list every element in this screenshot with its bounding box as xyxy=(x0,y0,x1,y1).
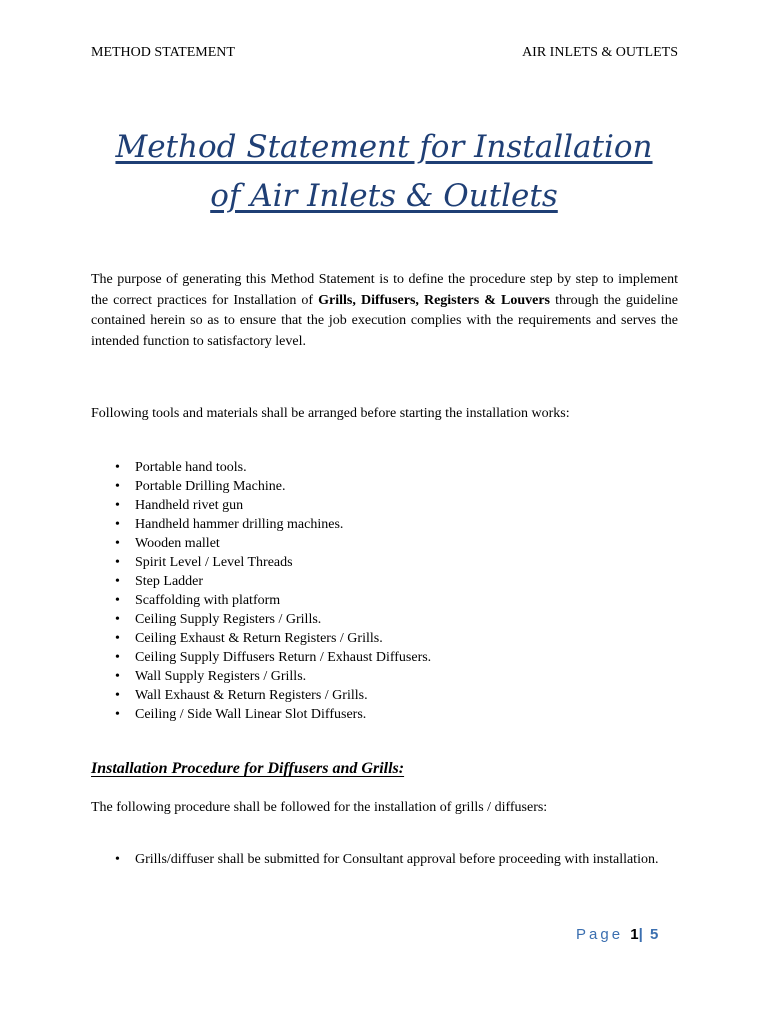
list-item: • Grills/diffuser shall be submitted for Consultant approval before proceeding with installation. xyxy=(91,851,678,869)
page-number: 1 xyxy=(630,926,639,943)
intro-text-2: through the guideline contained herein so as to ensure that the job execution complies with the requirements and serves the intended function to satisfactory level. xyxy=(91,292,678,349)
tools-intro-paragraph: Following tools and materials shall be arranged before starting the installation works: xyxy=(91,406,570,421)
list-item: • Portable Drilling Machine. xyxy=(91,477,678,496)
tools-list xyxy=(91,458,678,724)
page-header xyxy=(91,45,678,61)
list-item: • Ceiling / Side Wall Linear Slot Diffusers. xyxy=(91,705,678,724)
page-number-footer xyxy=(576,926,658,943)
header-left: METHOD STATEMENT xyxy=(91,45,235,60)
intro-bold-items: Grills, Diffusers, Registers & Louvers xyxy=(318,292,550,308)
list-item: • Wooden mallet xyxy=(91,534,678,553)
procedure-steps-list xyxy=(91,851,678,869)
title-line-1: Method Statement for Installation xyxy=(115,129,653,165)
header-right: AIR INLETS & OUTLETS xyxy=(522,45,678,60)
page-separator: | xyxy=(638,926,643,943)
list-item: • Ceiling Exhaust & Return Registers / Grills. xyxy=(91,629,678,648)
list-item: • Ceiling Supply Registers / Grills. xyxy=(91,610,678,629)
list-item: • Spirit Level / Level Threads xyxy=(91,553,678,572)
list-item: • Step Ladder xyxy=(91,572,678,591)
page-label: Page xyxy=(576,926,624,943)
page-total: 5 xyxy=(649,926,659,943)
list-item: • Handheld rivet gun xyxy=(91,496,678,515)
list-item: • Portable hand tools. xyxy=(91,458,678,477)
document-title xyxy=(60,123,708,221)
list-item: • Ceiling Supply Diffusers Return / Exhaust Diffusers. xyxy=(91,648,678,667)
list-item: • Scaffolding with platform xyxy=(91,591,678,610)
intro-text-1: The purpose of generating this Method Statement is to define the procedure step by step to implement the correct practices for Installation of xyxy=(91,272,678,308)
procedure-intro-paragraph: The following procedure shall be followed for the installation of grills / diffusers: xyxy=(91,800,548,815)
section-heading: Installation Procedure for Diffusers and Grills: xyxy=(91,760,405,777)
intro-paragraph xyxy=(91,270,678,352)
list-item: • Handheld hammer drilling machines. xyxy=(91,515,678,534)
list-item: • Wall Exhaust & Return Registers / Grills. xyxy=(91,686,678,705)
title-line-2: of Air Inlets & Outlets xyxy=(210,178,558,214)
list-item: • Wall Supply Registers / Grills. xyxy=(91,667,678,686)
